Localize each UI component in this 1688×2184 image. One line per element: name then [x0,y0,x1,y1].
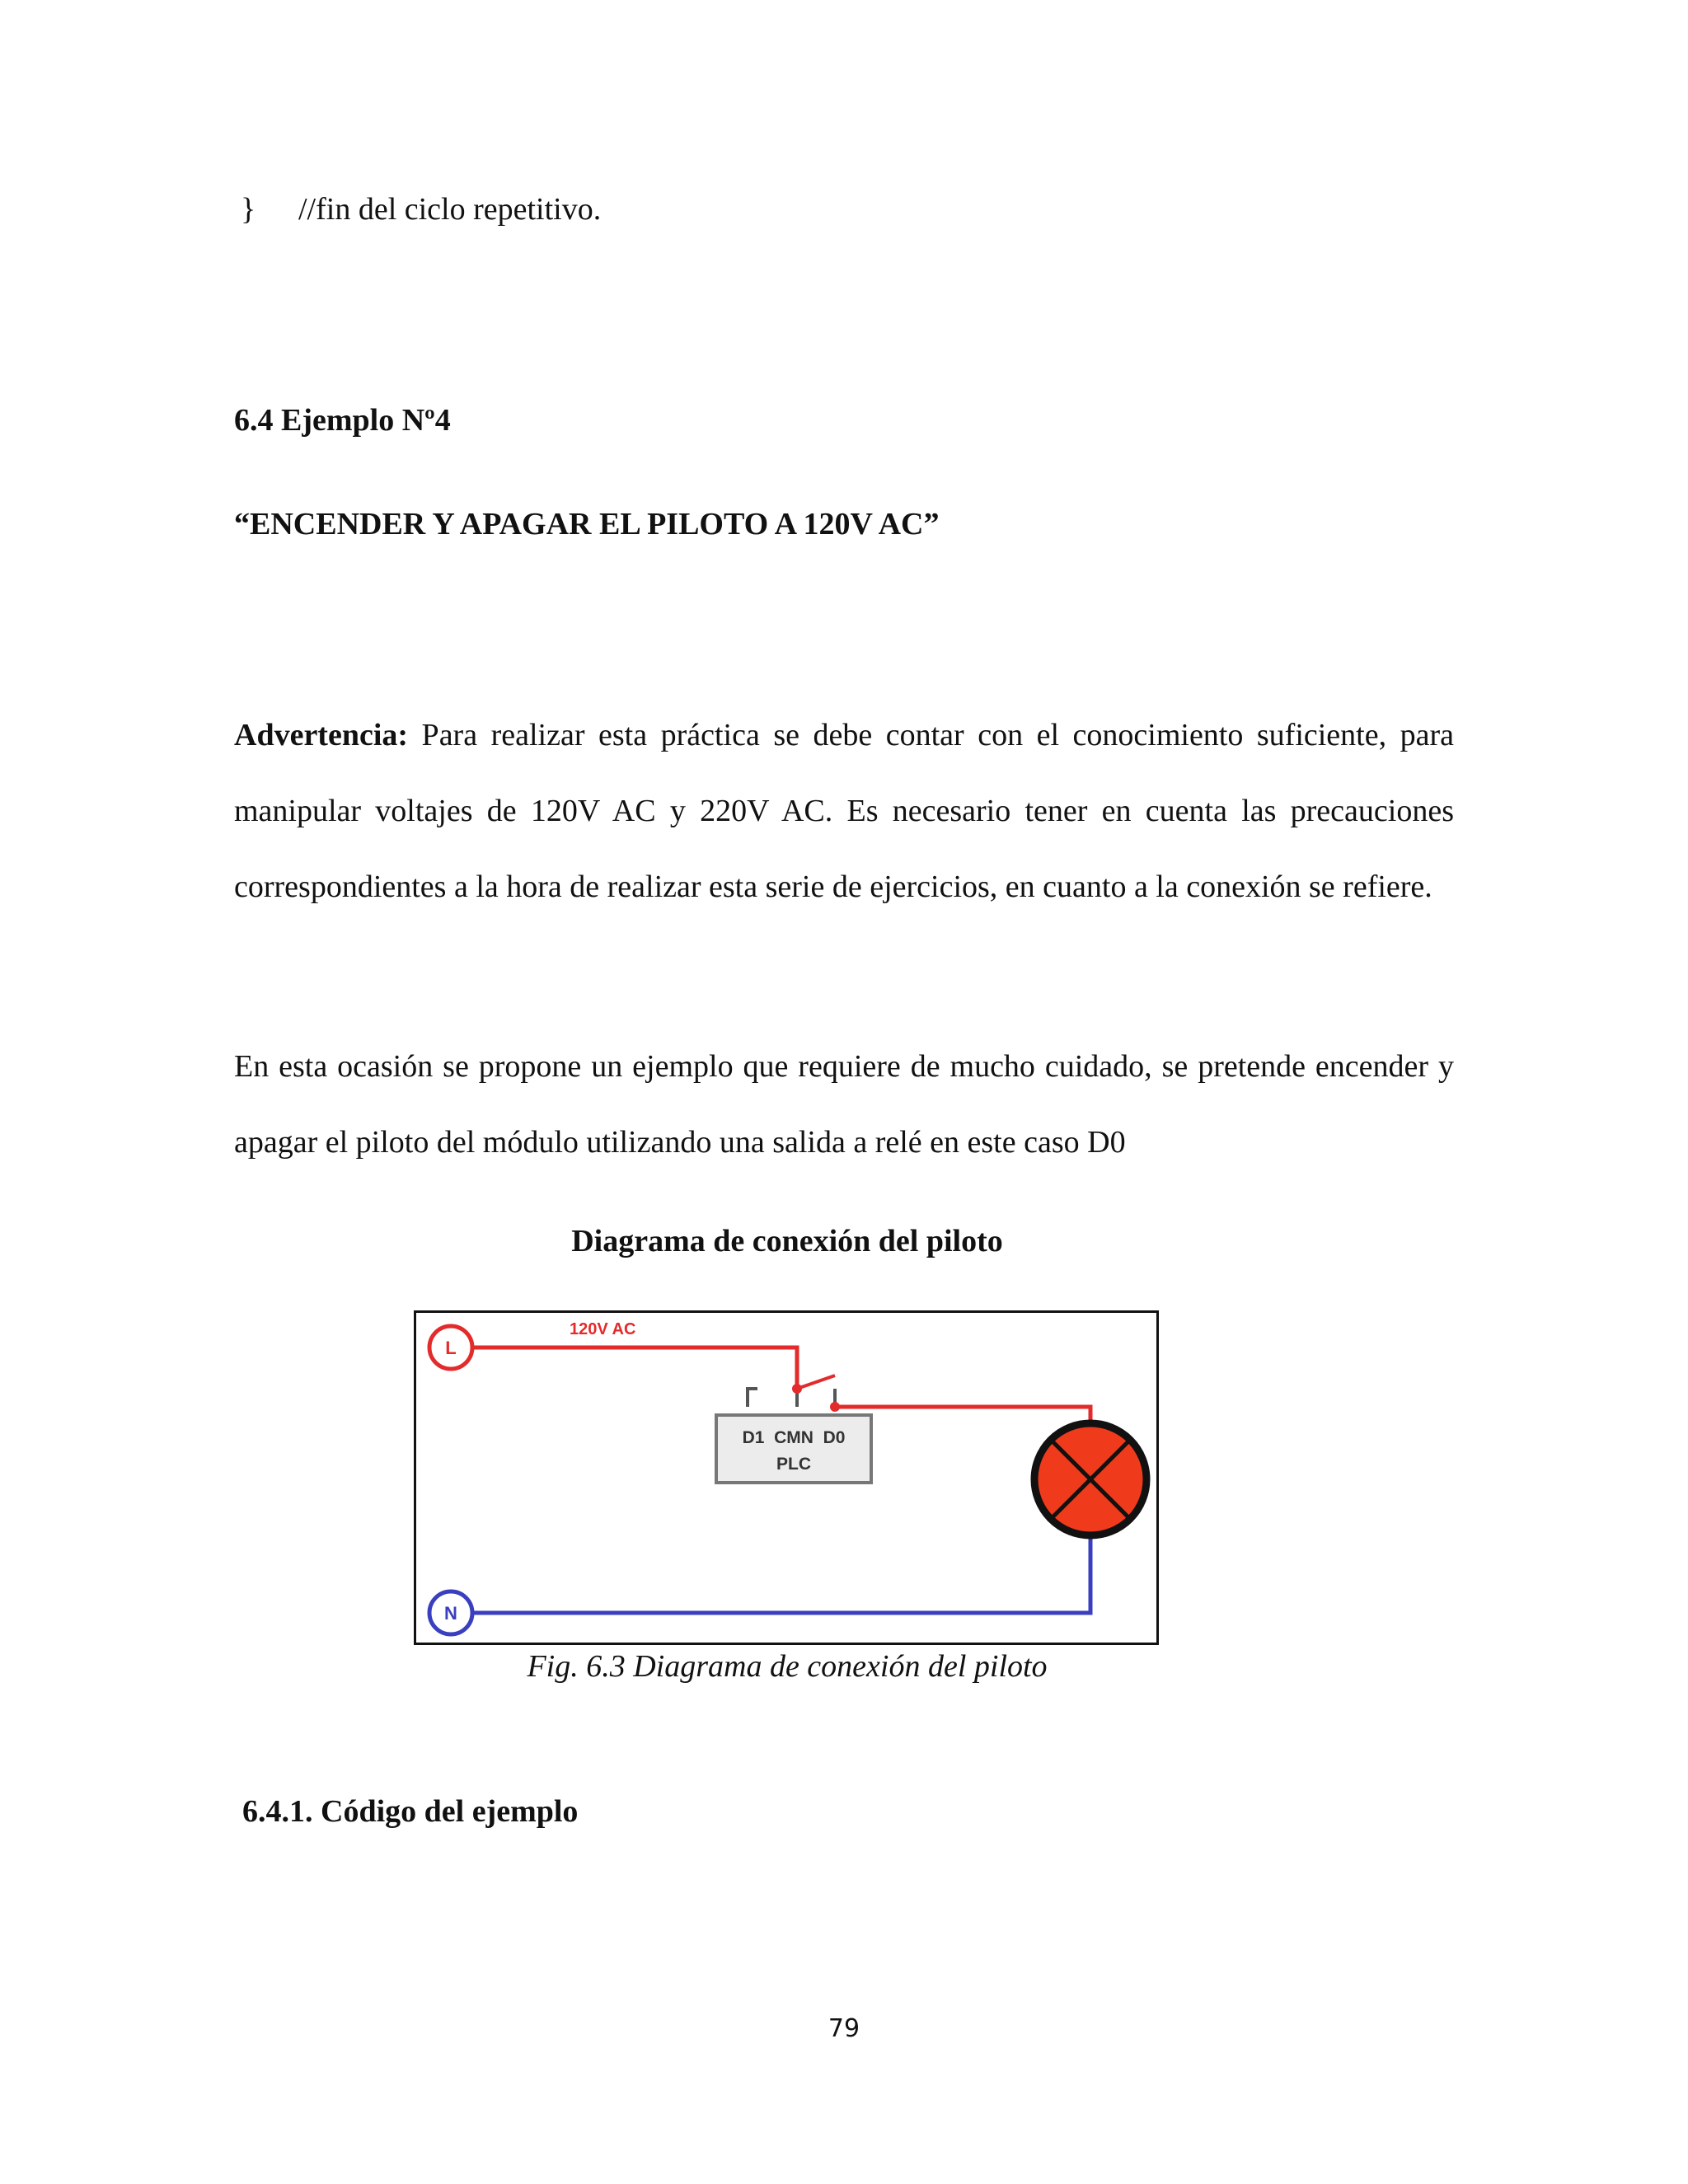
plc-pin-labels: D1 CMN D0 [742,1428,846,1447]
live-terminal-label: L [445,1338,457,1358]
warning-text: Para realizar esta práctica se debe contar con el conocimiento suficiente, para manipular voltajes de 120V AC y 220V AC. Es necesario tener en cuenta las precauciones correspondientes a la hora de realizar esta serie de ejercicios, en cuanto a la conexión se refiere. [234,718,1454,904]
d0-junction [830,1402,840,1412]
intro-paragraph: En esta ocasión se propone un ejemplo que requiere de mucho cuidado, se pretende encender y apagar el piloto del módulo utilizando una salida a relé en este caso D0 [234,1049,1454,1160]
diagram-title: Diagrama de conexión del piloto [571,1224,1003,1258]
diagram-svg [416,1313,1161,1647]
subsection-title: 6.4.1. Código del ejemplo [242,1794,579,1829]
voltage-label: 120V AC [570,1320,636,1338]
switch-blade [797,1376,835,1389]
d1-contact [748,1389,757,1407]
cmn-junction [792,1384,802,1394]
closing-brace: } [241,192,256,227]
figure-caption: Fig. 6.3 Diagrama de conexión del piloto [527,1649,1048,1684]
page-number: 79 [828,2014,860,2043]
code-comment: //fin del ciclo repetitivo. [298,192,602,227]
connection-diagram [414,1310,1159,1645]
code-line [241,191,601,227]
example-title: “ENCENDER Y APAGAR EL PILOTO A 120V AC” [234,507,940,541]
plc-label: PLC [776,1455,811,1474]
lamp-feed-wire [835,1407,1090,1432]
neutral-wire [474,1526,1090,1613]
warning-paragraph [234,697,1454,925]
section-title: 6.4 Ejemplo Nº4 [234,403,451,438]
neutral-terminal-label: N [444,1603,457,1624]
warning-label: Advertencia: [234,718,409,752]
live-wire [474,1347,797,1389]
